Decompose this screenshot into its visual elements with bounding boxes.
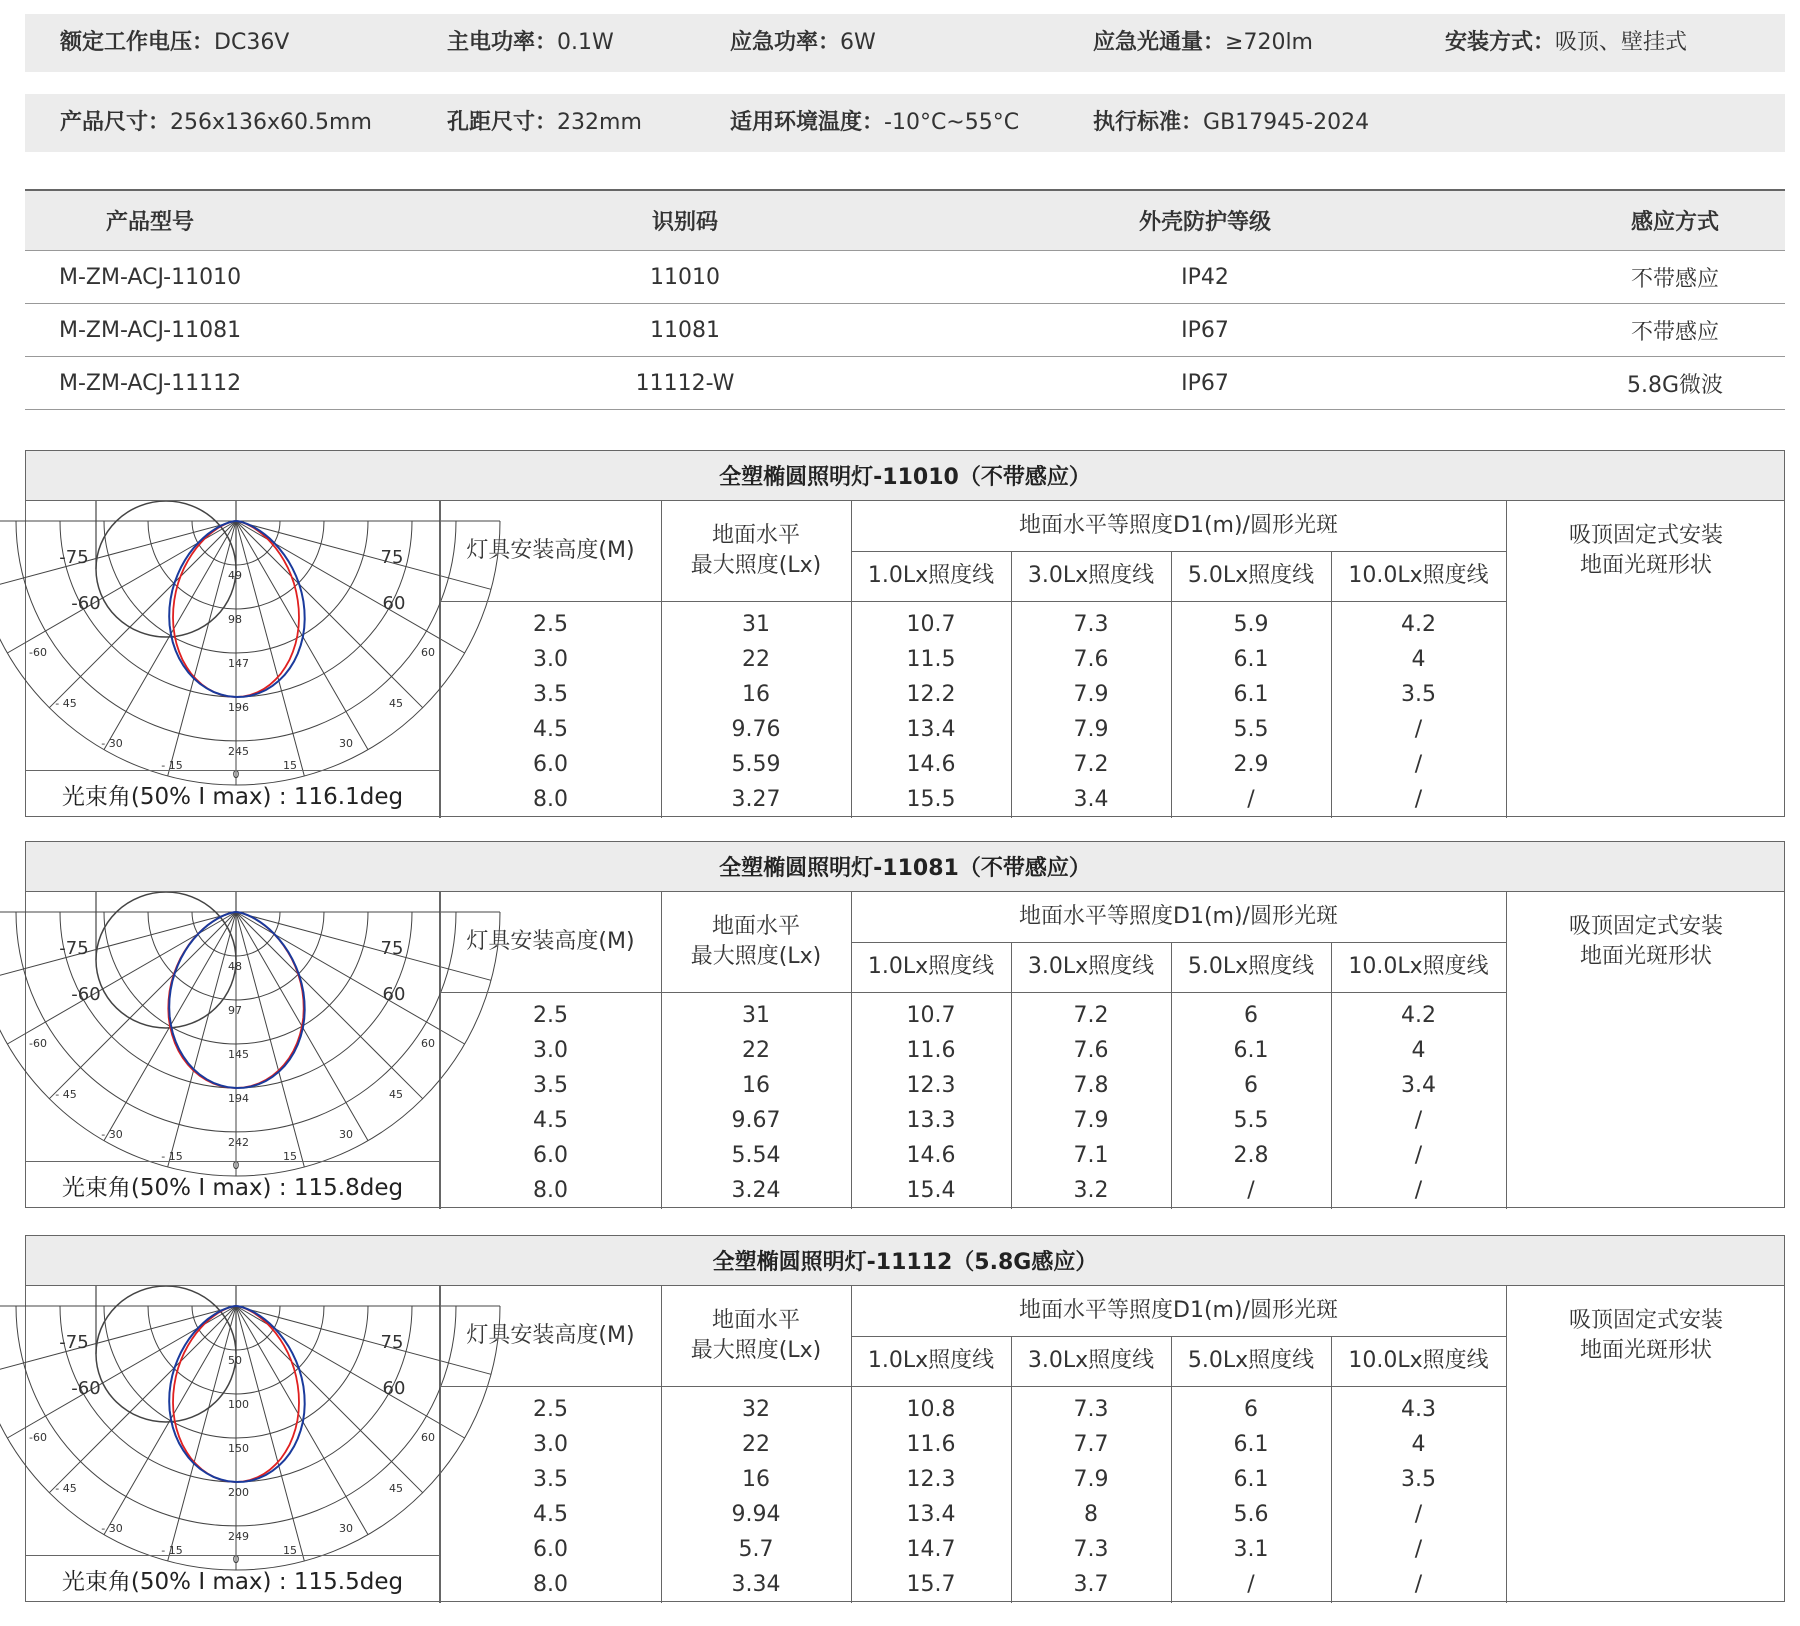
polar-diagram (26, 892, 440, 1172)
polar-angle-label: -75 (59, 1332, 89, 1353)
header-1lx: 1.0Lx照度线 (867, 954, 995, 980)
table-cell: / (1247, 787, 1255, 812)
lx10-column (1331, 607, 1506, 817)
grid-line (851, 1286, 852, 1603)
table-cell: 12.3 (906, 1073, 956, 1098)
table-cell: 14.6 (906, 1143, 956, 1168)
table-cell: 5.5 (1233, 717, 1269, 742)
grid-line (440, 1386, 1506, 1387)
polar-radial-label: 196 (228, 701, 249, 714)
header-1lx: 1.0Lx照度线 (867, 563, 995, 589)
table-cell: 7.3 (1073, 612, 1109, 637)
table-cell: / (1414, 717, 1423, 742)
table-cell: 11.5 (906, 647, 956, 672)
header-install-line1: 吸顶固定式安装 (1568, 523, 1723, 549)
spec-install-method: 安装方式：吸顶、壁挂式 (1445, 30, 1688, 55)
grid-line (851, 942, 1506, 943)
grid-line (440, 892, 441, 1209)
polar-angle-label: -60 (29, 646, 47, 659)
polar-angle-label: 60 (421, 1037, 435, 1050)
polar-svg (26, 501, 440, 781)
table-cell: 5.59 (731, 752, 781, 777)
header-3lx: 3.0Lx照度线 (1027, 563, 1155, 589)
table-cell: 6 (1244, 1073, 1258, 1098)
install-height-column (440, 998, 661, 1208)
model-cell: M-ZM-ACJ-11112 (59, 370, 242, 396)
table-cell: 4 (1411, 1432, 1426, 1457)
polar-angle-label: -60 (71, 1378, 101, 1399)
polar-angle-label: -60 (71, 593, 101, 614)
table-cell: 7.9 (1073, 717, 1109, 742)
table-cell: 5.5 (1233, 1108, 1269, 1133)
table-cell: 4 (1411, 1038, 1426, 1063)
ip-rating-cell: IP67 (1181, 317, 1229, 343)
header-install-spot (1506, 1286, 1786, 1386)
header-10lx: 10.0Lx照度线 (1348, 563, 1489, 589)
table-cell: 16 (742, 1467, 770, 1492)
polar-angle-label: -75 (59, 547, 89, 568)
header-3lx: 3.0Lx照度线 (1027, 954, 1155, 980)
polar-angle-label: 15 (283, 759, 297, 772)
table-cell: 3.5 (533, 682, 568, 707)
polar-angle-label: 60 (382, 1378, 406, 1399)
polar-angle-label: -75 (59, 938, 89, 959)
table-cell: 8.0 (533, 787, 568, 812)
header-isolux-group: 地面水平等照度D1(m)/圆形光斑 (1019, 513, 1338, 539)
table-cell: 16 (742, 682, 770, 707)
polar-angle-label: - 45 (55, 697, 77, 710)
header-max-illuminance (661, 1286, 851, 1386)
polar-radial-label: 200 (228, 1486, 249, 1499)
table-cell: 7.7 (1073, 1432, 1109, 1457)
block-title: 全塑椭圆照明灯-11081（不带感应） (26, 842, 1784, 892)
polar-angle-label: 75 (380, 938, 404, 959)
polar-angle-label: 75 (380, 1332, 404, 1353)
polar-angle-label: 45 (389, 1482, 403, 1495)
table-cell: 7.1 (1073, 1143, 1109, 1168)
header-10lx: 10.0Lx照度线 (1348, 954, 1489, 980)
beam-angle-label: 光束角(50% I max) : 115.8deg (26, 1161, 440, 1209)
header-install-line1: 吸顶固定式安装 (1568, 914, 1723, 940)
lx3-column (1011, 1392, 1171, 1602)
polar-radial-label: 245 (228, 745, 249, 758)
table-cell: 6 (1244, 1397, 1258, 1422)
header-max-illuminance-line1: 地面水平 (711, 523, 800, 549)
table-cell: 6.0 (533, 752, 568, 777)
lx3-column (1011, 998, 1171, 1208)
lx10-column (1331, 1392, 1506, 1602)
table-cell: 7.9 (1073, 1467, 1109, 1492)
table-cell: 6 (1244, 1003, 1258, 1028)
grid-line (661, 892, 662, 1209)
lx1-column (851, 607, 1011, 817)
table-cell: 6.1 (1233, 1038, 1269, 1063)
grid-line (440, 1286, 441, 1603)
max-illuminance-column (661, 1392, 851, 1602)
spec-standard: 执行标准：GB17945-2024 (1093, 110, 1370, 135)
polar-angle-label: 75 (380, 547, 404, 568)
grid-line (1331, 1336, 1332, 1603)
header-max-illuminance-line1: 地面水平 (711, 1308, 800, 1334)
grid-line (1171, 551, 1172, 818)
table-cell: 6.1 (1233, 682, 1269, 707)
sensing-cell: 不带感应 (1630, 266, 1719, 292)
table-cell: 7.3 (1073, 1397, 1109, 1422)
polar-radial-label: 50 (228, 1354, 242, 1367)
polar-angle-label: - 15 (161, 1150, 183, 1163)
photometric-block (25, 1235, 1785, 1602)
header-sensing: 感应方式 (1630, 210, 1719, 235)
spec-bar-row1 (25, 14, 1785, 72)
table-cell: 5.54 (731, 1143, 781, 1168)
lx5-column (1171, 998, 1331, 1208)
table-cell: 15.7 (906, 1572, 956, 1597)
table-cell: 6.0 (533, 1143, 568, 1168)
polar-spoke (236, 521, 368, 750)
table-cell: 3.2 (1073, 1178, 1109, 1203)
table-cell: / (1414, 1178, 1423, 1203)
block-title: 全塑椭圆照明灯-11010（不带感应） (26, 451, 1784, 501)
table-cell: / (1247, 1178, 1255, 1203)
table-cell: 4.2 (1401, 612, 1436, 637)
polar-radial-label: 98 (228, 613, 242, 626)
spec-rated-voltage: 额定工作电压：DC36V (60, 30, 290, 55)
polar-spoke (104, 521, 236, 750)
table-cell: / (1414, 1537, 1423, 1562)
grid-line (440, 601, 1506, 602)
grid-line (440, 992, 1506, 993)
grid-line (851, 501, 852, 818)
table-cell: 11.6 (906, 1432, 956, 1457)
table-cell: / (1414, 1572, 1423, 1597)
header-install-height: 灯具安装高度(M) (466, 1323, 635, 1349)
polar-angle-label: - 15 (161, 1544, 183, 1557)
table-cell: 6.0 (533, 1537, 568, 1562)
grid-line (851, 892, 852, 1209)
grid-line (1331, 942, 1332, 1209)
beam-angle-label: 光束角(50% I max) : 115.5deg (26, 1555, 440, 1603)
grid-line (1331, 551, 1332, 818)
table-cell: 7.8 (1073, 1073, 1109, 1098)
table-cell: 14.6 (906, 752, 956, 777)
polar-radial-label: 48 (228, 960, 242, 973)
spec-emergency-flux: 应急光通量：≥720lm (1093, 30, 1313, 55)
header-max-illuminance (661, 501, 851, 601)
table-cell: 22 (742, 1038, 770, 1063)
model-table (25, 189, 1785, 410)
lx1-column (851, 1392, 1011, 1602)
header-install-line2: 地面光斑形状 (1579, 944, 1712, 969)
photometric-block (25, 450, 1785, 817)
table-cell: 8.0 (533, 1178, 568, 1203)
table-row (25, 251, 1785, 304)
header-install-height: 灯具安装高度(M) (466, 538, 635, 564)
table-cell: 10.7 (906, 1003, 956, 1028)
lx1-column (851, 998, 1011, 1208)
polar-angle-label: -60 (29, 1037, 47, 1050)
spec-emergency-power: 应急功率：6W (730, 30, 876, 55)
polar-angle-label: - 15 (161, 759, 183, 772)
polar-angle-label: 60 (382, 593, 406, 614)
table-cell: 31 (742, 1003, 770, 1028)
table-cell: 7.3 (1073, 1537, 1109, 1562)
header-isolux-group: 地面水平等照度D1(m)/圆形光斑 (1019, 1298, 1338, 1324)
table-cell: 14.7 (906, 1537, 956, 1562)
header-3lx: 3.0Lx照度线 (1027, 1348, 1155, 1374)
polar-angle-label: 45 (389, 697, 403, 710)
grid-line (1011, 942, 1012, 1209)
table-cell: 8.0 (533, 1572, 568, 1597)
table-cell: 7.2 (1073, 752, 1109, 777)
polar-angle-label: - 45 (55, 1088, 77, 1101)
table-cell: 3.5 (1401, 682, 1436, 707)
table-cell: 32 (742, 1397, 770, 1422)
header-5lx: 5.0Lx照度线 (1187, 1348, 1315, 1374)
table-cell: 9.76 (731, 717, 781, 742)
polar-radial-label: 97 (228, 1004, 242, 1017)
table-cell: 15.5 (906, 787, 956, 812)
spec-hole-distance: 孔距尺寸：232mm (447, 110, 642, 135)
id-code-cell: 11081 (650, 317, 720, 343)
table-cell: 3.27 (731, 787, 781, 812)
table-cell: 10.8 (906, 1397, 956, 1422)
ip-rating-cell: IP67 (1181, 370, 1229, 396)
polar-angle-label: 30 (339, 737, 353, 750)
table-cell: 4.3 (1401, 1397, 1436, 1422)
install-height-column (440, 1392, 661, 1602)
header-max-illuminance-line2: 最大照度(Lx) (690, 944, 822, 969)
polar-angle-label: 30 (339, 1128, 353, 1141)
polar-radial-label: 147 (228, 657, 249, 670)
id-code-cell: 11112-W (635, 370, 735, 396)
table-cell: 6.1 (1233, 647, 1269, 672)
polar-diagram (26, 501, 440, 781)
header-max-illuminance-line1: 地面水平 (711, 914, 800, 940)
polar-radial-label: 194 (228, 1092, 249, 1105)
photometric-block (25, 841, 1785, 1208)
lx5-column (1171, 607, 1331, 817)
table-cell: 3.5 (533, 1073, 568, 1098)
header-model: 产品型号 (105, 210, 194, 235)
table-cell: 31 (742, 612, 770, 637)
table-cell: 3.4 (1401, 1073, 1436, 1098)
lx10-column (1331, 998, 1506, 1208)
table-cell: 5.9 (1233, 612, 1269, 637)
table-cell: 3.1 (1233, 1537, 1269, 1562)
header-5lx: 5.0Lx照度线 (1187, 954, 1315, 980)
polar-radial-label: 145 (228, 1048, 249, 1061)
polar-angle-label: -60 (71, 984, 101, 1005)
spec-temperature: 适用环境温度：-10°C~55°C (730, 110, 1020, 135)
table-cell: / (1414, 1502, 1423, 1527)
grid-line (1011, 1336, 1012, 1603)
max-illuminance-column (661, 998, 851, 1208)
table-cell: 3.24 (731, 1178, 781, 1203)
model-cell: M-ZM-ACJ-11081 (59, 317, 242, 343)
table-cell: / (1414, 752, 1423, 777)
table-row (25, 357, 1785, 410)
grid-line (851, 551, 1506, 552)
table-cell: 3.34 (731, 1572, 781, 1597)
grid-line (1011, 551, 1012, 818)
ip-rating-cell: IP42 (1181, 264, 1229, 290)
table-cell: 3.0 (533, 647, 568, 672)
header-max-illuminance (661, 892, 851, 992)
spec-product-size: 产品尺寸：256x136x60.5mm (60, 110, 372, 135)
table-cell: 2.9 (1233, 752, 1269, 777)
table-cell: 3.5 (533, 1467, 568, 1492)
table-cell: 7.6 (1073, 647, 1109, 672)
polar-angle-label: -60 (29, 1431, 47, 1444)
table-cell: 22 (742, 1432, 770, 1457)
table-row (25, 304, 1785, 357)
table-cell: 15.4 (906, 1178, 956, 1203)
table-cell: 12.2 (906, 682, 956, 707)
header-ip-rating: 外壳防护等级 (1138, 210, 1271, 235)
polar-angle-label: 60 (421, 1431, 435, 1444)
table-cell: 2.5 (533, 1397, 568, 1422)
table-cell: 13.4 (906, 1502, 956, 1527)
grid-line (1506, 892, 1507, 1209)
grid-line (851, 1336, 1506, 1337)
header-5lx: 5.0Lx照度线 (1187, 563, 1315, 589)
header-install-line1: 吸顶固定式安装 (1568, 1308, 1723, 1334)
polar-svg (26, 892, 440, 1172)
table-cell: 11.6 (906, 1038, 956, 1063)
table-cell: 13.3 (906, 1108, 956, 1133)
table-cell: 12.3 (906, 1467, 956, 1492)
sensing-cell: 5.8G微波 (1626, 372, 1724, 398)
polar-angle-label: - 30 (101, 1128, 123, 1141)
table-cell: / (1414, 1108, 1423, 1133)
table-cell: 3.4 (1073, 787, 1109, 812)
header-isolux-group: 地面水平等照度D1(m)/圆形光斑 (1019, 904, 1338, 930)
table-cell: / (1247, 1572, 1255, 1597)
table-cell: 6.1 (1233, 1432, 1269, 1457)
id-code-cell: 11010 (650, 264, 720, 290)
polar-spoke (236, 1306, 368, 1535)
table-cell: 4.5 (533, 1502, 568, 1527)
table-cell: 7.9 (1073, 682, 1109, 707)
header-install-height: 灯具安装高度(M) (466, 929, 635, 955)
table-cell: 8 (1084, 1502, 1098, 1527)
polar-svg (26, 1286, 440, 1566)
table-cell: 2.8 (1233, 1143, 1269, 1168)
spec-bar-row2 (25, 94, 1785, 152)
table-cell: 13.4 (906, 717, 956, 742)
table-cell: 2.5 (533, 612, 568, 637)
model-cell: M-ZM-ACJ-11010 (59, 264, 242, 290)
sensing-cell: 不带感应 (1630, 319, 1719, 345)
spec-main-power: 主电功率：0.1W (447, 30, 614, 55)
polar-angle-label: 60 (421, 646, 435, 659)
polar-angle-label: 30 (339, 1522, 353, 1535)
polar-angle-label: 15 (283, 1150, 297, 1163)
table-cell: 10.7 (906, 612, 956, 637)
table-cell: 7.2 (1073, 1003, 1109, 1028)
beam-angle-label: 光束角(50% I max) : 116.1deg (26, 770, 440, 818)
table-cell: 4.5 (533, 1108, 568, 1133)
table-cell: 4.5 (533, 717, 568, 742)
table-cell: 16 (742, 1073, 770, 1098)
grid-line (1506, 1286, 1507, 1603)
polar-angle-label: 0 (232, 1159, 240, 1172)
header-1lx: 1.0Lx照度线 (867, 1348, 995, 1374)
grid-line (661, 501, 662, 818)
block-title: 全塑椭圆照明灯-11112（5.8G感应） (26, 1236, 1784, 1286)
grid-line (661, 1286, 662, 1603)
table-cell: 3.0 (533, 1432, 568, 1457)
polar-angle-label: - 45 (55, 1482, 77, 1495)
polar-angle-label: 15 (283, 1544, 297, 1557)
polar-radial-label: 100 (228, 1398, 249, 1411)
polar-diagram (26, 1286, 440, 1566)
table-cell: / (1414, 1143, 1423, 1168)
model-table-header (25, 191, 1785, 251)
table-cell: / (1414, 787, 1423, 812)
table-cell: 2.5 (533, 1003, 568, 1028)
table-cell: 3.0 (533, 1038, 568, 1063)
max-illuminance-column (661, 607, 851, 817)
polar-radial-label: 49 (228, 569, 242, 582)
table-cell: 4 (1411, 647, 1426, 672)
header-install-spot (1506, 892, 1786, 992)
polar-radial-label: 150 (228, 1442, 249, 1455)
table-cell: 5.7 (738, 1537, 774, 1562)
polar-angle-label: 60 (382, 984, 406, 1005)
grid-line (1171, 942, 1172, 1209)
header-max-illuminance-line2: 最大照度(Lx) (690, 1338, 822, 1363)
table-cell: 6.1 (1233, 1467, 1269, 1492)
polar-spoke (236, 912, 465, 1044)
polar-spoke (104, 1306, 236, 1535)
table-cell: 3.5 (1401, 1467, 1436, 1492)
polar-radial-label: 249 (228, 1530, 249, 1543)
polar-angle-label: 0 (232, 768, 240, 781)
polar-spoke (168, 912, 236, 1167)
polar-spoke (236, 912, 304, 1167)
polar-angle-label: 45 (389, 1088, 403, 1101)
install-height-column (440, 607, 661, 817)
table-cell: 22 (742, 647, 770, 672)
polar-angle-label: - 30 (101, 1522, 123, 1535)
polar-angle-label: 0 (232, 1553, 240, 1566)
lx3-column (1011, 607, 1171, 817)
grid-line (440, 501, 441, 818)
header-id-code: 识别码 (651, 210, 718, 235)
header-install-line2: 地面光斑形状 (1579, 1338, 1712, 1363)
polar-radial-label: 242 (228, 1136, 249, 1149)
table-cell: 3.7 (1073, 1572, 1109, 1597)
grid-line (1171, 1336, 1172, 1603)
table-cell: 9.94 (731, 1502, 781, 1527)
table-cell: 7.9 (1073, 1108, 1109, 1133)
polar-angle-label: - 30 (101, 737, 123, 750)
table-cell: 7.6 (1073, 1038, 1109, 1063)
header-install-line2: 地面光斑形状 (1579, 553, 1712, 578)
table-cell: 9.67 (731, 1108, 781, 1133)
header-install-spot (1506, 501, 1786, 601)
header-10lx: 10.0Lx照度线 (1348, 1348, 1489, 1374)
header-max-illuminance-line2: 最大照度(Lx) (690, 553, 822, 578)
table-cell: 5.6 (1233, 1502, 1269, 1527)
table-cell: 4.2 (1401, 1003, 1436, 1028)
lx5-column (1171, 1392, 1331, 1602)
grid-line (1506, 501, 1507, 818)
